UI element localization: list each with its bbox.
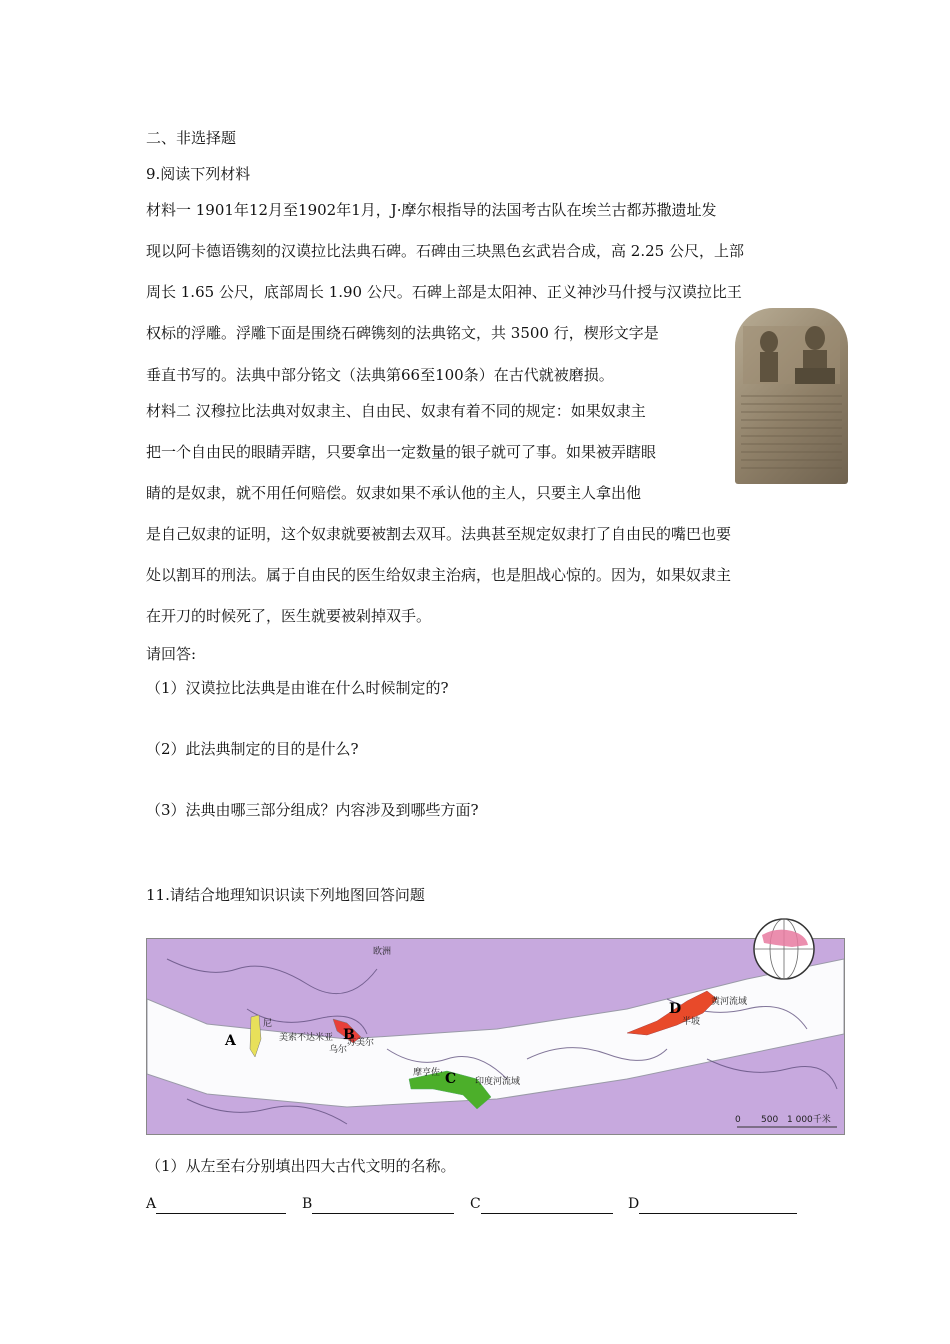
answer-b-label: B: [302, 1196, 313, 1212]
material2-line-4: 是自己奴隶的证明，这个奴隶就要被割去双耳。法典甚至规定奴隶打了自由民的嘴巴也要: [146, 525, 732, 543]
map-label-banpo: 半坡: [682, 1017, 701, 1027]
map-scale-mid: 500: [761, 1115, 779, 1125]
question-1: （1）汉谟拉比法典是由谁在什么时候制定的?: [146, 679, 449, 697]
map-letter-d: D: [669, 1001, 682, 1017]
answer-d-blank[interactable]: [639, 1199, 797, 1214]
map-letter-c: C: [445, 1071, 457, 1087]
map-label-yellow-river: 黄河流域: [711, 997, 748, 1007]
answer-d: [628, 1194, 797, 1214]
material2-line-1: 材料二 汉穆拉比法典对奴隶主、自由民、奴隶有着不同的规定：如果奴隶主: [146, 402, 646, 420]
answer-d-label: D: [628, 1196, 640, 1212]
map-label-indus: 印度河流域: [475, 1077, 521, 1087]
map-letter-a: A: [225, 1033, 236, 1049]
globe-inset: [752, 917, 816, 981]
answer-prompt: 请回答:: [146, 645, 197, 663]
material2-line-6: 在开刀的时候死了，医生就要被剁掉双手。: [146, 607, 432, 625]
answer-c: [470, 1194, 613, 1214]
material2-line-3: 睛的是奴隶，就不用任何赔偿。奴隶如果不承认他的主人，只要主人拿出他: [146, 484, 642, 502]
answer-a-blank[interactable]: [156, 1199, 286, 1214]
answer-b-blank[interactable]: [312, 1199, 454, 1214]
map-label-ur: 乌尔: [329, 1045, 348, 1055]
answer-a: [146, 1194, 286, 1214]
material2-line-5: 处以割耳的刑法。属于自由民的医生给奴隶主治病，也是胆战心惊的。因为，如果奴隶主: [146, 566, 732, 584]
question-3: （3）法典由哪三部分组成？内容涉及到哪些方面?: [146, 801, 479, 819]
answer-c-blank[interactable]: [481, 1199, 613, 1214]
answer-a-label: A: [146, 1196, 157, 1212]
material1-line-4: 权标的浮雕。浮雕下面是围绕石碑镌刻的法典铭文，共 3500 行，楔形文字是: [146, 324, 659, 342]
map-label-mohenjo: 摩亨佐·: [413, 1068, 443, 1078]
q9-title: 9.阅读下列材料: [146, 165, 251, 183]
material1-line-1: 材料一 1901年12月至1902年1月，J·摩尔根指导的法国考古队在埃兰古都苏撒遗址发: [146, 201, 717, 219]
map-label-mesopotamia: 美索不达米亚: [279, 1033, 334, 1043]
map-scale-zero: 0: [735, 1115, 741, 1125]
map-label-sumer: 苏美尔: [347, 1038, 375, 1048]
answer-c-label: C: [470, 1196, 481, 1212]
material1-line-5: 垂直书写的。法典中部分铭文（法典第66至100条）在古代就被磨损。: [146, 366, 614, 384]
material2-line-2: 把一个自由民的眼睛弄瞎，只要拿出一定数量的银子就可了事。如果被弄瞎眼: [146, 443, 657, 461]
stele-image: [735, 308, 848, 484]
answer-b: [302, 1194, 454, 1214]
q11-sub-question-1: （1）从左至右分别填出四大古代文明的名称。: [146, 1157, 456, 1175]
material1-line-3: 周长 1.65 公尺，底部周长 1.90 公尺。石碑上部是太阳神、正义神沙马什授与汉谟拉比王: [146, 283, 742, 301]
map-scale-label: 1 000千米: [787, 1115, 831, 1125]
section-title: 二、非选择题: [146, 129, 237, 147]
map-label-niu: 尼: [263, 1019, 273, 1029]
civilization-map: [146, 938, 845, 1135]
question-2: （2）此法典制定的目的是什么?: [146, 740, 359, 758]
map-letter-b: B: [343, 1027, 355, 1043]
material1-line-2: 现以阿卡德语镌刻的汉谟拉比法典石碑。石碑由三块黑色玄武岩合成，高 2.25 公尺，上部: [146, 242, 744, 260]
q11-title: 11.请结合地理知识识读下列地图回答问题: [146, 886, 425, 904]
map-label-europe: 欧洲: [373, 947, 392, 957]
